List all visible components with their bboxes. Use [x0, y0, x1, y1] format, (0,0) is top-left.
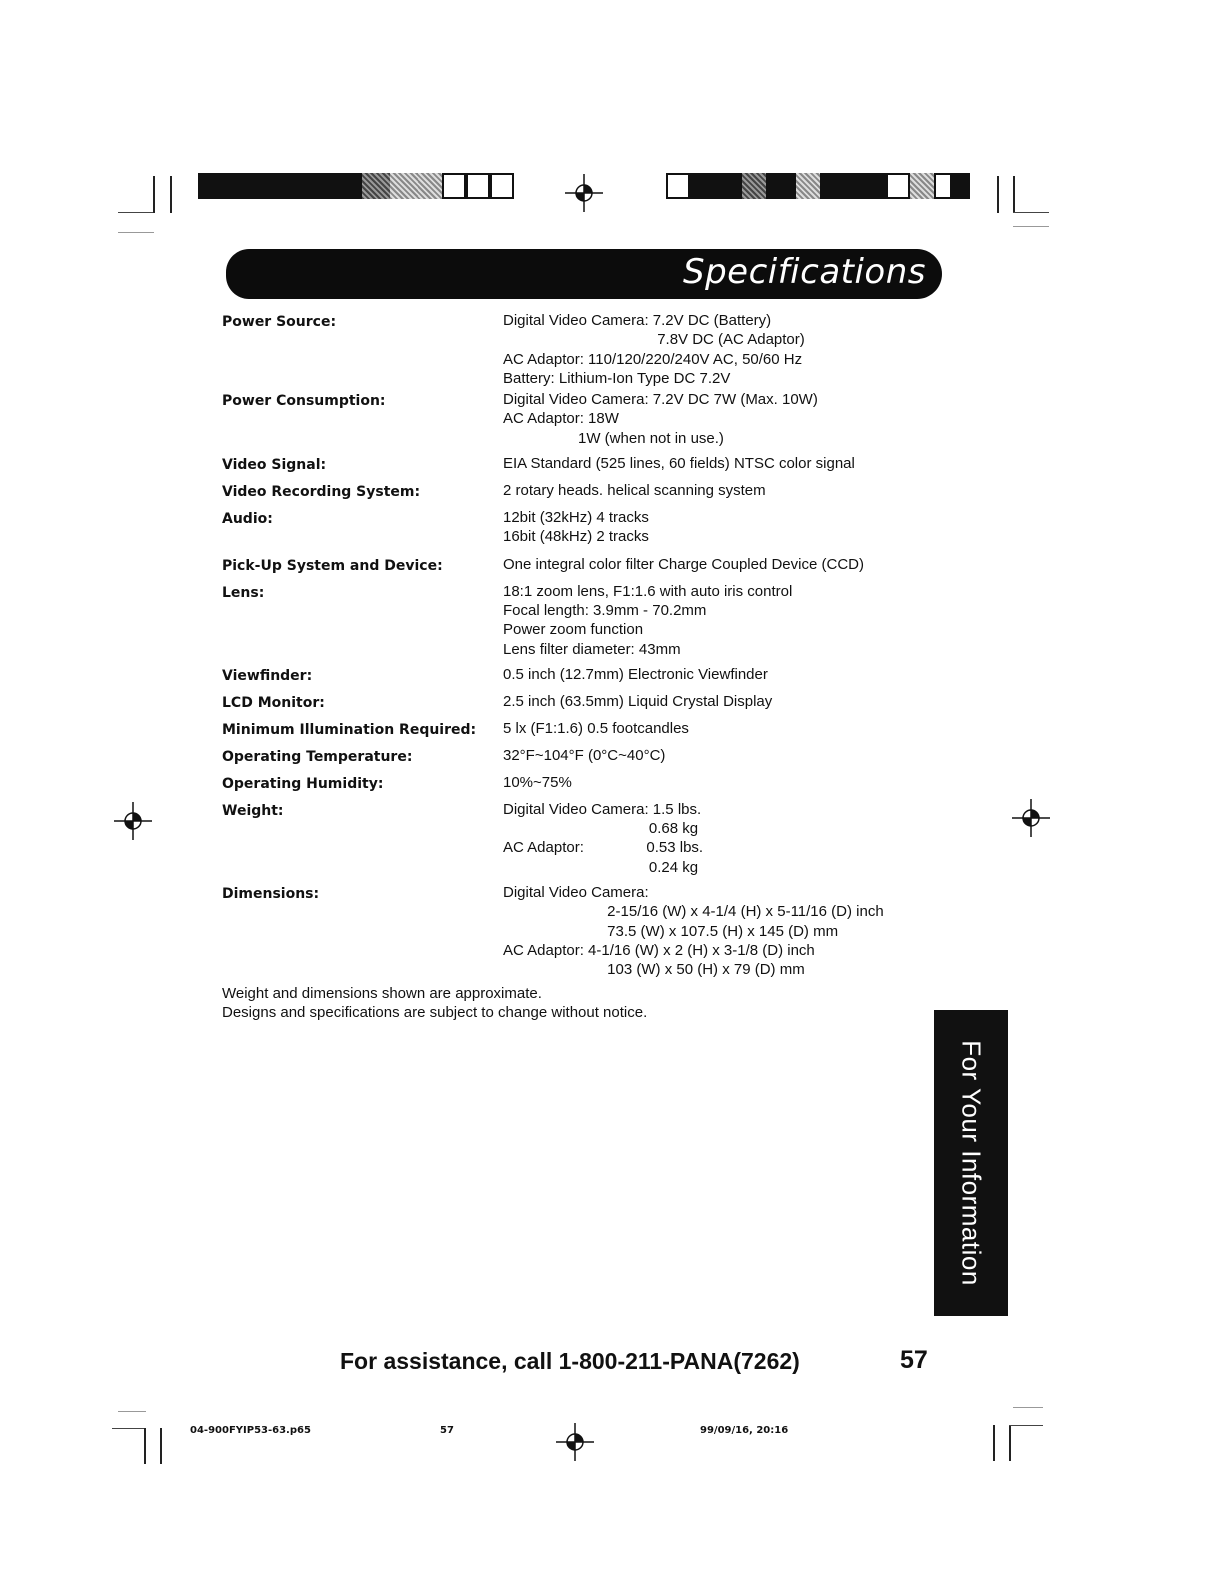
spec-value-line: One integral color filter Charge Coupled Device (CCD)	[503, 555, 864, 573]
spec-value-line: 18:1 zoom lens, F1:1.6 with auto iris control	[503, 582, 793, 600]
page-number: 57	[900, 1346, 928, 1374]
spec-value-line: 16bit (48kHz) 2 tracks	[503, 528, 649, 546]
spec-row	[222, 773, 922, 794]
spec-label: Operating Temperature:	[222, 748, 413, 765]
spec-value-line: 10%~75%	[503, 773, 572, 791]
registration-bar-left	[198, 173, 514, 199]
spec-value	[503, 692, 922, 713]
registration-target-icon	[563, 172, 605, 214]
spec-value-line: 1W (when not in use.)	[503, 429, 724, 447]
spec-value-line: 2.5 inch (63.5mm) Liquid Crystal Display	[503, 692, 773, 710]
spec-value	[503, 390, 922, 448]
spec-row	[222, 719, 922, 740]
spec-value-line: 103 (W) x 50 (H) x 79 (D) mm	[503, 961, 805, 979]
slug-timestamp: 99/09/16, 20:16	[700, 1425, 789, 1436]
spec-value-line: 12bit (32kHz) 4 tracks	[503, 509, 649, 527]
spec-label: Power Source:	[222, 314, 337, 330]
spec-row	[222, 555, 922, 576]
spec-value	[503, 800, 922, 877]
slug-file: 04-900FYIP53-63.p65	[190, 1425, 311, 1436]
spec-value-line: Digital Video Camera: 7.2V DC 7W (Max. 10W)	[503, 391, 818, 409]
page-title: Specifications	[682, 252, 926, 292]
spec-value-line: 7.8V DC (AC Adaptor)	[503, 331, 805, 349]
spec-label: Lens:	[222, 584, 265, 601]
spec-row	[222, 481, 922, 502]
spec-value-line: 73.5 (W) x 107.5 (H) x 145 (D) mm	[503, 922, 839, 940]
note-line: Designs and specifications are subject to change without notice.	[222, 1004, 648, 1021]
spec-label: Dimensions:	[222, 886, 320, 903]
spec-row	[222, 582, 922, 659]
spec-value-line: 2 rotary heads. helical scanning system	[503, 482, 766, 500]
spec-value	[503, 555, 922, 576]
spec-value	[503, 454, 922, 475]
spec-row	[222, 746, 922, 767]
registration-target-icon	[554, 1421, 596, 1463]
spec-value-line: AC Adaptor: 4-1/16 (W) x 2 (H) x 3-1/8 (D) inch	[503, 941, 815, 959]
spec-value-line: 32°F~104°F (0°C~40°C)	[503, 746, 666, 764]
spec-label: Viewfinder:	[222, 667, 313, 684]
spec-label: LCD Monitor:	[222, 694, 325, 711]
spec-value-line: 0.5 inch (12.7mm) Electronic Viewfinder	[503, 665, 768, 683]
spec-value	[503, 719, 922, 740]
registration-target-icon	[112, 800, 154, 842]
spec-label: Video Signal:	[222, 457, 327, 474]
note-line: Weight and dimensions shown are approximate.	[222, 985, 542, 1002]
notes	[222, 984, 647, 1022]
spec-value	[503, 773, 922, 794]
spec-row	[222, 800, 922, 877]
spec-value	[503, 665, 922, 686]
spec-value-line: Digital Video Camera: 7.2V DC (Battery)	[503, 312, 772, 329]
spec-value-line: Lens filter diameter: 43mm	[503, 640, 681, 658]
spec-value-line: AC Adaptor: 110/120/220/240V AC, 50/60 Hz	[503, 350, 803, 368]
spec-label: Pick-Up System and Device:	[222, 557, 443, 574]
spec-row	[222, 454, 922, 475]
spec-row	[222, 390, 922, 448]
spec-value-line: Power zoom function	[503, 621, 644, 639]
title-banner	[226, 249, 942, 299]
spec-row	[222, 692, 922, 713]
spec-row	[222, 311, 922, 388]
side-tab-label: For Your Information	[956, 1040, 987, 1286]
spec-value	[503, 481, 922, 502]
spec-value	[503, 883, 922, 979]
spec-value-line: Battery: Lithium-Ion Type DC 7.2V	[503, 369, 731, 387]
registration-bar-right	[666, 173, 970, 199]
spec-label: Video Recording System:	[222, 484, 421, 501]
spec-value-line: Digital Video Camera: 1.5 lbs.	[503, 800, 702, 818]
spec-label: Weight:	[222, 802, 284, 819]
spec-label: Operating Humidity:	[222, 775, 384, 792]
spec-value-line: Focal length: 3.9mm - 70.2mm	[503, 601, 707, 619]
assistance-line: For assistance, call 1-800-211-PANA(7262)	[340, 1348, 800, 1374]
slug-page: 57	[440, 1425, 454, 1436]
spec-value-line: EIA Standard (525 lines, 60 fields) NTSC color signal	[503, 455, 855, 473]
spec-value	[503, 508, 922, 547]
spec-value	[503, 746, 922, 767]
spec-value-line: AC Adaptor: 0.53 lbs.	[503, 839, 704, 857]
spec-row	[222, 665, 922, 686]
spec-value-line: 0.68 kg	[503, 820, 699, 838]
registration-target-icon	[1010, 797, 1052, 839]
spec-value	[503, 582, 922, 659]
spec-label: Audio:	[222, 511, 273, 528]
spec-table	[222, 311, 922, 980]
spec-value	[503, 311, 922, 388]
spec-label: Power Consumption:	[222, 393, 386, 410]
spec-value-line: 5 lx (F1:1.6) 0.5 footcandles	[503, 719, 689, 737]
spec-row	[222, 508, 922, 547]
side-tab	[934, 1010, 1008, 1316]
spec-label: Minimum Illumination Required:	[222, 721, 477, 738]
spec-value-line: 0.24 kg	[503, 858, 699, 876]
spec-value-line: AC Adaptor: 18W	[503, 410, 619, 428]
spec-value-line: 2-15/16 (W) x 4-1/4 (H) x 5-11/16 (D) inch	[503, 903, 884, 921]
spec-row	[222, 883, 922, 979]
spec-value-line: Digital Video Camera:	[503, 884, 649, 902]
